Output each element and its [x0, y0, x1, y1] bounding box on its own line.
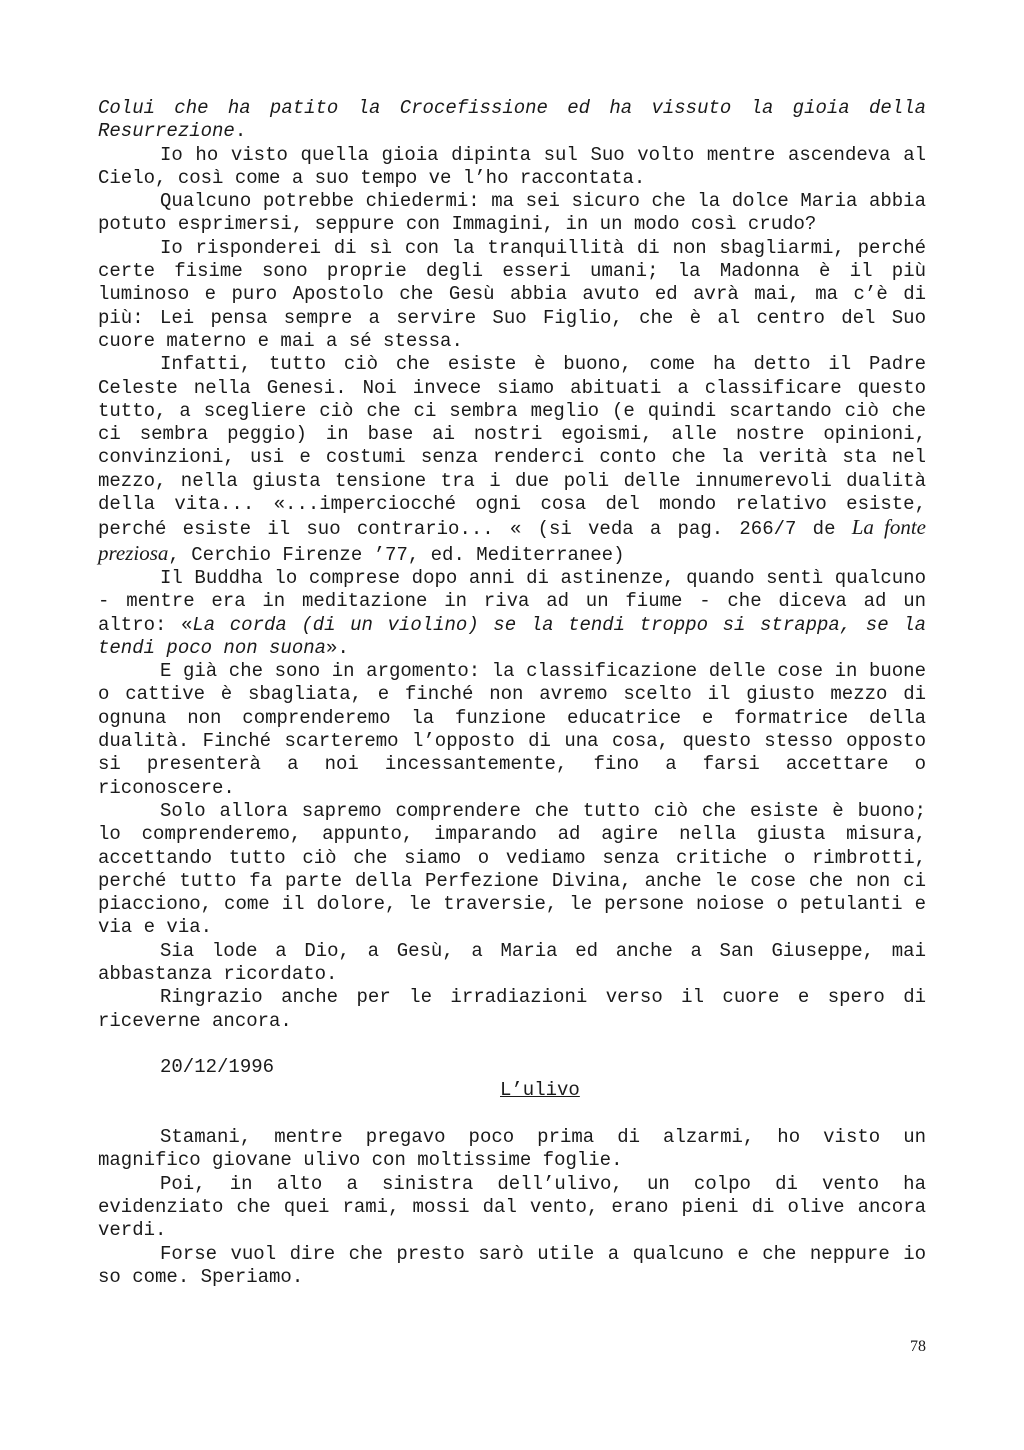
entry-date: 20/12/1996 — [160, 1056, 275, 1079]
entry-paragraph — [98, 1126, 926, 1173]
emphasis-text: La fonte preziosa — [98, 515, 927, 565]
body-text: Stamani, mentre pregavo poco prima di alzarmi, ho visto un magnifico giovane ulivo con moltissime foglie. — [98, 1126, 926, 1172]
entry-title: L’ulivo — [500, 1079, 580, 1102]
body-paragraph — [98, 800, 926, 940]
body-text: Ringrazio anche per le irradiazioni verso il cuore e spero di riceverne ancora. — [98, 986, 926, 1032]
document-page — [98, 97, 926, 1289]
body-text: Poi, in alto a sinistra dell’ulivo, un colpo di vento ha evidenziato che quei rami, mossi dal vento, erano pieni di olive ancora verdi. — [98, 1172, 926, 1242]
body-paragraph — [98, 567, 926, 660]
body-text: Io risponderei di sì con la tranquillità di non sbagliarmi, perché certe fisime sono proprie degli esseri umani; la Madonna è il più luminoso e puro Apostolo che Gesù abbia avuto ed avrà mai, ma c’è di più: Lei pensa sempre a servire Suo Figlio, che è al centro del Suo cuore materno e mai a sé stessa. — [98, 236, 926, 352]
body-paragraph — [98, 144, 926, 191]
emphasis-text: Colui che ha patito la Crocefissione ed ha vissuto la gioia della Resurrezione — [98, 97, 926, 143]
body-paragraph — [98, 986, 926, 1033]
entry-body — [98, 1126, 926, 1289]
emphasis-text: La corda (di un violino) se la tendi troppo si strappa, se la tendi poco non suona — [98, 613, 926, 659]
body-text: Qualcuno potrebbe chiedermi: ma sei sicuro che la dolce Maria abbia potuto esprimersi, seppure con Immagini, in un modo così crudo? — [98, 190, 926, 236]
body-paragraph — [98, 353, 926, 567]
entry-paragraph — [98, 1243, 926, 1290]
first-section-body — [98, 97, 926, 1033]
body-text: Sia lode a Dio, a Gesù, a Maria ed anche a San Giuseppe, mai abbastanza ricordato. — [98, 939, 926, 985]
entry-paragraph — [98, 1173, 926, 1243]
body-paragraph — [98, 97, 926, 144]
title-spacer — [98, 1103, 926, 1126]
body-text: , Cerchio Firenze ’77, ed. Mediterranee) — [168, 543, 625, 566]
body-text: Io ho visto quella gioia dipinta sul Suo volto mentre ascendeva al Cielo, così come a suo tempo ve l’ho raccontata. — [98, 143, 926, 189]
body-paragraph — [98, 190, 926, 237]
body-paragraph — [98, 660, 926, 800]
body-text: Il Buddha lo comprese dopo anni di astinenze, quando sentì qualcuno - mentre era in meditazione in riva ad un fiume - che diceva ad un altro: « — [98, 566, 926, 636]
page-number: 78 — [910, 1338, 926, 1355]
body-text: . — [234, 120, 247, 143]
body-text: ». — [326, 636, 349, 659]
body-paragraph — [98, 940, 926, 987]
body-paragraph — [98, 237, 926, 353]
body-text: Solo allora sapremo comprendere che tutto ciò che esiste è buono; lo comprenderemo, appunto, imparando ad agire nella giusta misura, accettando tutto ciò che siamo o vediamo senza critiche o rimbrotti, perché tutto fa parte della Perfezione Divina, anche le cose che non ci piacciono, come il dolore, le traversie, le persone noiose o petulanti e via e via. — [98, 799, 926, 939]
body-text: Forse vuol dire che presto sarò utile a qualcuno e che neppure io so come. Speriamo. — [98, 1242, 926, 1288]
body-text: Infatti, tutto ciò che esiste è buono, come ha detto il Padre Celeste nella Genesi. Noi invece siamo abituati a classificare questo tutto, a scegliere ciò che ci sembra meglio (e quindi scartando ciò che ci sembra peggio) in base ai nostri egoismi, alle nostre opinioni, convinzioni, usi e costumi senza renderci conto che la verità sta nel mezzo, nella giusta tensione tra i due poli delle innumerevoli dualità della vita... «...imperciocché ogni cosa del mondo relativo esiste, perché esiste il suo contrario... « (si veda a pag. 266/7 de — [98, 353, 926, 541]
body-text: E già che sono in argomento: la classificazione delle cose in buone o cattive è sbagliata, e finché non avremo scelto il giusto mezzo di ognuna non comprenderemo la funzione educatrice e formatrice della dualità. Finché scarteremo l’opposto di una cosa, questo stesso opposto si presenterà a noi incessantemente, fino a farsi accettare o riconoscere. — [98, 660, 926, 799]
